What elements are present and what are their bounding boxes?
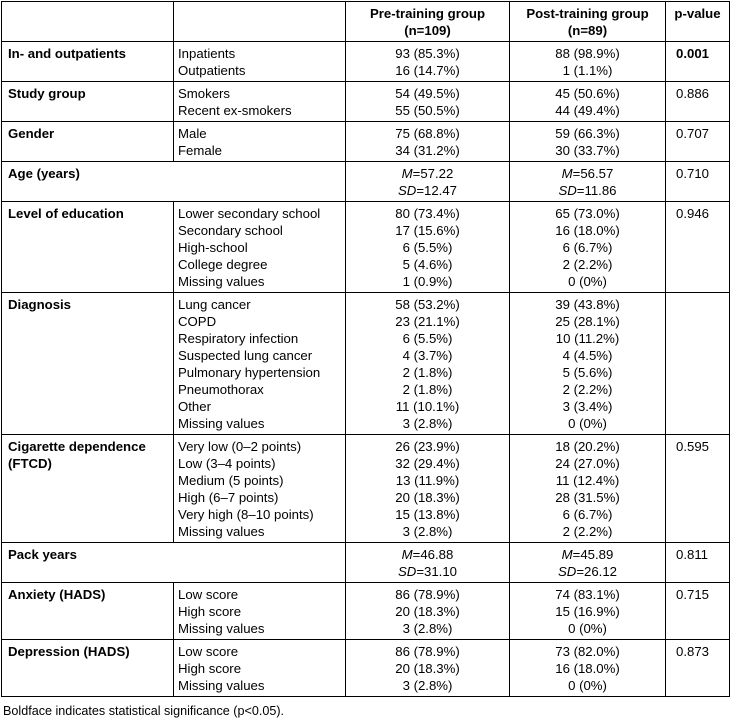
cell-categories (174, 122, 346, 162)
category-label: Missing values (178, 524, 265, 539)
table-row-anxiety (2, 583, 730, 640)
value-post: 25 (28.1%) (555, 314, 620, 329)
value-pre: 6 (5.5%) (402, 331, 453, 346)
value-pre: 2 (1.8%) (402, 365, 453, 380)
value-post: 11 (12.4%) (555, 473, 620, 488)
cell-categories (174, 583, 346, 640)
value-pre: 80 (73.4%) (395, 206, 460, 221)
p-value: 0.001 (666, 42, 730, 82)
value-post: 1 (1.1%) (562, 63, 613, 78)
value-pre: 3 (2.8%) (402, 416, 453, 431)
table-row-depression (2, 640, 730, 697)
cell-pre (346, 583, 510, 640)
value-post: 3 (3.4%) (562, 399, 613, 414)
sd-label: SD (397, 183, 417, 198)
row-label: Anxiety (HADS) (2, 583, 174, 640)
mean-label: M (401, 547, 413, 562)
cell-pre (346, 122, 510, 162)
value-post: 2 (2.2%) (562, 257, 613, 272)
cell-post-stats (510, 543, 666, 583)
value-post: 28 (31.5%) (555, 490, 620, 505)
value-pre: 3 (2.8%) (402, 678, 453, 693)
cell-post-stats (510, 162, 666, 202)
category-label: Missing values (178, 416, 265, 431)
header-row (2, 2, 730, 42)
table-row-gender (2, 122, 730, 162)
value-post: 2 (2.2%) (562, 524, 613, 539)
value-post: 30 (33.7%) (555, 143, 620, 158)
mean-label: M (401, 166, 413, 181)
sd-label: SD (557, 564, 577, 579)
category-label: COPD (178, 314, 217, 329)
row-label: Cigarette dependence (FTCD) (2, 435, 174, 543)
value-post: 0 (0%) (568, 274, 607, 289)
value-pre: 16 (14.7%) (395, 63, 460, 78)
value-pre: 86 (78.9%) (395, 644, 460, 659)
category-label: Inpatients (178, 46, 236, 61)
header-pre-training: Pre-training group (n=109) (346, 2, 510, 42)
value-pre: 11 (10.1%) (395, 399, 460, 414)
value-post: 2 (2.2%) (562, 382, 613, 397)
demographics-table (1, 1, 730, 697)
p-value: 0.873 (666, 640, 730, 697)
value-post: 5 (5.6%) (562, 365, 613, 380)
table-row-pack-years (2, 543, 730, 583)
value-post: 73 (82.0%) (555, 644, 620, 659)
value-post: 74 (83.1%) (555, 587, 620, 602)
category-label: Other (178, 399, 211, 414)
value-pre: 1 (0.9%) (402, 274, 453, 289)
cell-categories (174, 82, 346, 122)
value-pre: 15 (13.8%) (395, 507, 460, 522)
value-pre: 58 (53.2%) (395, 297, 460, 312)
value-pre: 34 (31.2%) (395, 143, 460, 158)
category-label: Pneumothorax (178, 382, 264, 397)
cell-pre (346, 293, 510, 435)
mean-value: =57.22 (412, 166, 454, 181)
value-pre: 3 (2.8%) (402, 621, 453, 636)
cell-categories (174, 293, 346, 435)
value-pre: 86 (78.9%) (395, 587, 460, 602)
value-post: 4 (4.5%) (562, 348, 613, 363)
value-pre: 3 (2.8%) (402, 524, 453, 539)
category-label: Respiratory infection (178, 331, 299, 346)
cell-categories (174, 435, 346, 543)
row-label: Age (years) (2, 162, 346, 202)
value-post: 6 (6.7%) (562, 240, 613, 255)
cell-categories (174, 42, 346, 82)
cell-pre (346, 435, 510, 543)
category-label: High-school (178, 240, 248, 255)
table-row-age (2, 162, 730, 202)
cell-post (510, 640, 666, 697)
cell-post (510, 435, 666, 543)
value-post: 18 (20.2%) (555, 439, 620, 454)
value-pre: 6 (5.5%) (402, 240, 453, 255)
cell-categories (174, 640, 346, 697)
category-label: Very high (8–10 points) (178, 507, 314, 522)
value-pre: 55 (50.5%) (395, 103, 460, 118)
footnote: Boldface indicates statistical significance (p<0.05). (3, 704, 285, 718)
table-row-education (2, 202, 730, 293)
mean-label: M (561, 166, 573, 181)
value-post: 16 (18.0%) (555, 223, 620, 238)
value-pre: 5 (4.6%) (402, 257, 453, 272)
row-label: Level of education (2, 202, 174, 293)
category-label: High score (178, 604, 242, 619)
sd-label: SD (558, 183, 577, 198)
value-pre: 75 (68.8%) (395, 126, 460, 141)
category-label: Suspected lung cancer (178, 348, 313, 363)
cell-pre-stats (346, 162, 510, 202)
p-value: 0.886 (666, 82, 730, 122)
table-row-diagnosis (2, 293, 730, 435)
sd-value: =11.86 (576, 183, 617, 198)
row-label: Pack years (2, 543, 346, 583)
table-body (2, 42, 730, 697)
row-label: Diagnosis (2, 293, 174, 435)
table-row-study-group (2, 82, 730, 122)
category-label: Low score (178, 587, 239, 602)
row-label: Study group (2, 82, 174, 122)
header-category (174, 2, 346, 42)
row-label: In- and outpatients (2, 42, 174, 82)
category-label: Female (178, 143, 222, 158)
category-label: Pulmonary hypertension (178, 365, 321, 380)
value-pre: 2 (1.8%) (402, 382, 453, 397)
category-label: Very low (0–2 points) (178, 439, 302, 454)
cell-post (510, 583, 666, 640)
value-post: 39 (43.8%) (555, 297, 620, 312)
table-row-patients (2, 42, 730, 82)
cell-pre-stats (346, 543, 510, 583)
category-label: Missing values (178, 274, 265, 289)
p-value: 0.707 (666, 122, 730, 162)
category-label: Male (178, 126, 207, 141)
value-pre: 4 (3.7%) (402, 348, 453, 363)
cell-post (510, 82, 666, 122)
value-post: 59 (66.3%) (555, 126, 620, 141)
mean-label: M (561, 547, 573, 562)
category-label: Lower secondary school (178, 206, 321, 221)
sd-label: SD (397, 564, 417, 579)
sd-value: =26.12 (576, 564, 618, 579)
table-row-ftcd (2, 435, 730, 543)
cell-categories (174, 202, 346, 293)
value-pre: 20 (18.3%) (395, 490, 460, 505)
p-value: 0.595 (666, 435, 730, 543)
value-post: 0 (0%) (568, 416, 607, 431)
value-post: 44 (49.4%) (555, 103, 620, 118)
category-label: Missing values (178, 678, 265, 693)
p-value: 0.946 (666, 202, 730, 293)
category-label: Recent ex-smokers (178, 103, 292, 118)
cell-pre (346, 640, 510, 697)
category-label: Outpatients (178, 63, 246, 78)
category-label: High (6–7 points) (178, 490, 279, 505)
value-pre: 20 (18.3%) (395, 661, 460, 676)
category-label: Medium (5 points) (178, 473, 284, 488)
mean-value: =45.89 (572, 547, 614, 562)
category-label: Smokers (178, 86, 231, 101)
sd-value: =31.10 (416, 564, 458, 579)
category-label: High score (178, 661, 242, 676)
row-label: Depression (HADS) (2, 640, 174, 697)
category-label: Missing values (178, 621, 265, 636)
value-pre: 26 (23.9%) (395, 439, 460, 454)
category-label: Secondary school (178, 223, 283, 238)
value-post: 65 (73.0%) (555, 206, 620, 221)
p-value: 0.715 (666, 583, 730, 640)
value-pre: 17 (15.6%) (395, 223, 460, 238)
value-pre: 13 (11.9%) (395, 473, 460, 488)
value-post: 45 (50.6%) (555, 86, 620, 101)
cell-pre (346, 202, 510, 293)
value-pre: 20 (18.3%) (395, 604, 460, 619)
p-value: 0.710 (666, 162, 730, 202)
header-p-value: p-value (666, 2, 730, 42)
cell-post (510, 293, 666, 435)
value-post: 0 (0%) (568, 678, 607, 693)
p-value (666, 293, 730, 435)
row-label: Gender (2, 122, 174, 162)
cell-post (510, 122, 666, 162)
value-pre: 23 (21.1%) (395, 314, 460, 329)
value-post: 6 (6.7%) (562, 507, 613, 522)
value-pre: 93 (85.3%) (395, 46, 460, 61)
cell-pre (346, 82, 510, 122)
value-post: 10 (11.2%) (555, 331, 620, 346)
category-label: Lung cancer (178, 297, 251, 312)
value-post: 0 (0%) (568, 621, 607, 636)
value-post: 15 (16.9%) (555, 604, 620, 619)
sd-value: =12.47 (416, 183, 458, 198)
mean-value: =46.88 (412, 547, 454, 562)
value-post: 88 (98.9%) (555, 46, 620, 61)
p-value: 0.811 (666, 543, 730, 583)
value-pre: 32 (29.4%) (395, 456, 460, 471)
category-label: Low (3–4 points) (178, 456, 276, 471)
header-variable (2, 2, 174, 42)
value-pre: 54 (49.5%) (395, 86, 460, 101)
mean-value: =56.57 (572, 166, 614, 181)
cell-post (510, 202, 666, 293)
header-post-training: Post-training group (n=89) (510, 2, 666, 42)
value-post: 16 (18.0%) (555, 661, 620, 676)
category-label: College degree (178, 257, 268, 272)
value-post: 24 (27.0%) (555, 456, 620, 471)
cell-pre (346, 42, 510, 82)
category-label: Low score (178, 644, 239, 659)
cell-post (510, 42, 666, 82)
